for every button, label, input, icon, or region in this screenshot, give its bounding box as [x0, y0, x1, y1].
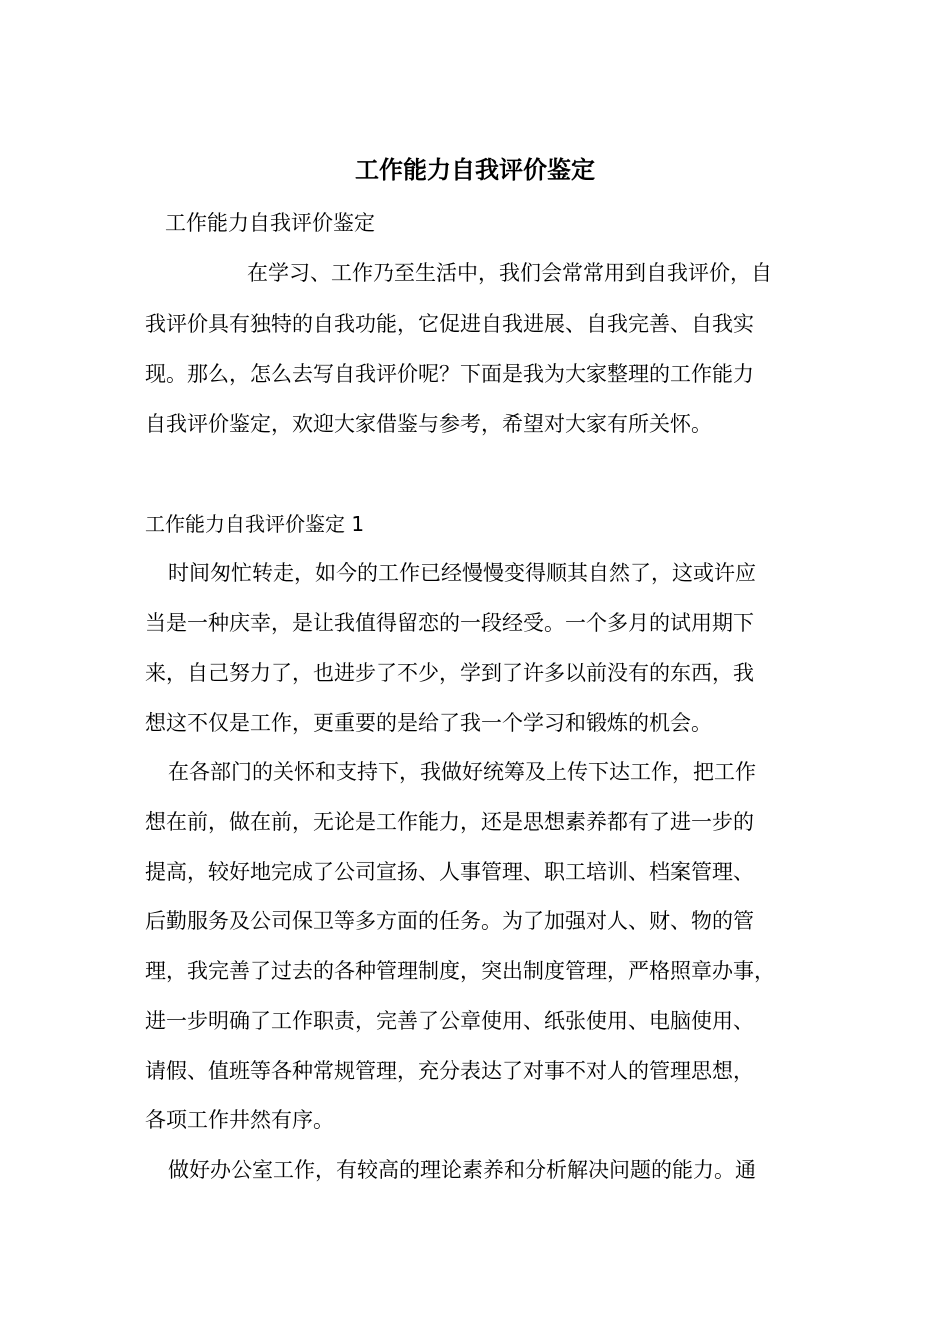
section-heading: 工作能力自我评价鉴定 1 [145, 512, 365, 536]
intro-line-3: 现。那么，怎么去写自我评价呢？下面是我为大家整理的工作能力 [145, 362, 754, 386]
paragraph1-line-3: 来，自己努力了，也进步了不少，学到了许多以前没有的东西，我 [145, 661, 754, 685]
paragraph1-line-1: 时间匆忙转走，如今的工作已经慢慢变得顺其自然了，这或许应 [168, 561, 756, 585]
paragraph2-line-3: 提高，较好地完成了公司宣扬、人事管理、职工培训、档案管理、 [145, 860, 754, 884]
subtitle: 工作能力自我评价鉴定 [165, 211, 375, 235]
paragraph2-line-1: 在各部门的关怀和支持下，我做好统筹及上传下达工作，把工作 [168, 760, 756, 784]
paragraph1-line-4: 想这不仅是工作，更重要的是给了我一个学习和锻炼的机会。 [145, 711, 712, 735]
paragraph2-line-7: 请假、值班等各种常规管理，充分表达了对事不对人的管理思想， [145, 1059, 754, 1083]
paragraph2-line-2: 想在前，做在前，无论是工作能力，还是思想素养都有了进一步的 [145, 810, 754, 834]
paragraph2-line-4: 后勤服务及公司保卫等多方面的任务。为了加强对人、财、物的管 [145, 909, 754, 933]
paragraph3-line-1: 做好办公室工作，有较高的理论素养和分析解决问题的能力。通 [168, 1158, 756, 1182]
intro-line-1: 在学习、工作乃至生活中，我们会常常用到自我评价，自 [247, 261, 772, 285]
paragraph1-line-2: 当是一种庆幸，是让我值得留恋的一段经受。一个多月的试用期下 [145, 611, 754, 635]
intro-line-4: 自我评价鉴定，欢迎大家借鉴与参考，希望对大家有所关怀。 [145, 412, 712, 436]
paragraph2-line-5: 理，我完善了过去的各种管理制度，突出制度管理，严格照章办事， [145, 959, 775, 983]
intro-line-2: 我评价具有独特的自我功能，它促进自我进展、自我完善、自我实 [145, 312, 754, 336]
paragraph2-line-6: 进一步明确了工作职责，完善了公章使用、纸张使用、电脑使用、 [145, 1009, 754, 1033]
paragraph2-line-8: 各项工作井然有序。 [145, 1108, 334, 1132]
document-title: 工作能力自我评价鉴定 [355, 155, 595, 184]
